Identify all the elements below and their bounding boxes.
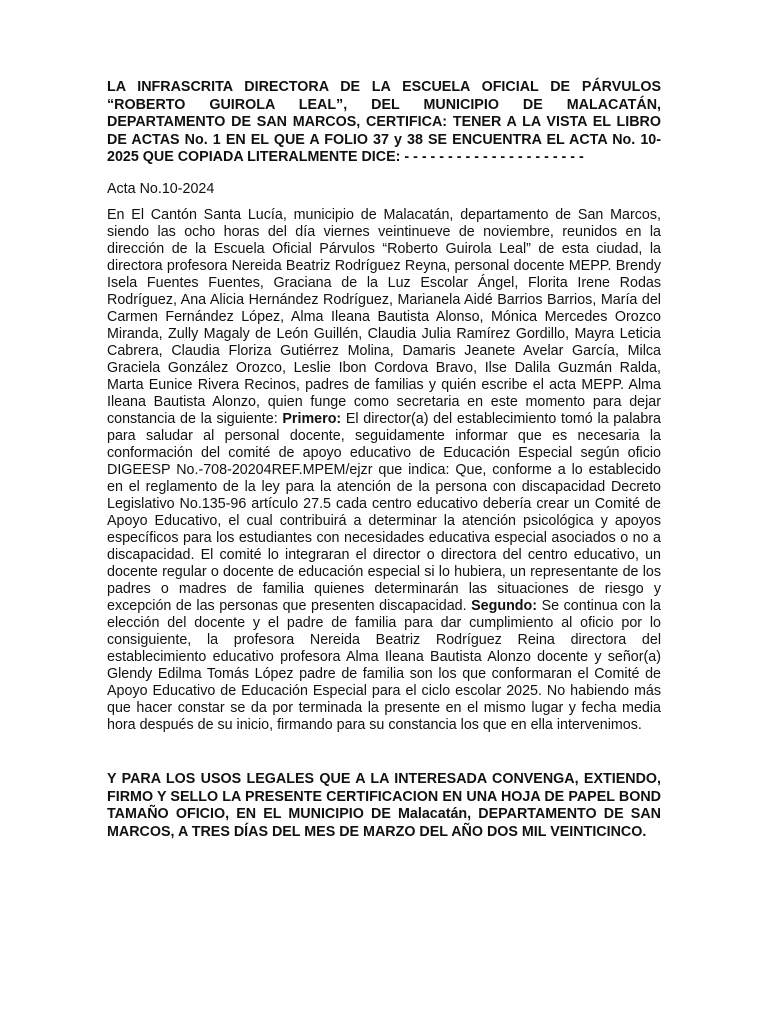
acta-title: Acta No.10-2024 [107, 180, 215, 197]
certification-closing: Y PARA LOS USOS LEGALES QUE A LA INTERESADA CONVENGA, EXTIENDO, FIRMO Y SELLO LA PRESENTE CERTIFICACION EN UNA HOJA DE PAPEL BOND TAMAÑO OFICIO, EN EL MUNICIPIO DE Malacatán, DEPARTAMENTO DE SAN MARCOS, A TRES DÍAS DEL MES DE MARZO DEL AÑO DOS MIL VEINTICINCO. [107, 770, 661, 840]
acta-body [107, 207, 661, 734]
acta-body-part-3: Se continua con la elección del docente y el padre de familia para dar cumplimiento al oficio por lo consiguiente, la profesora Nereida Beatriz Rodríguez Reina directora del establecimiento educativo profesora Alma Ileana Bautista Alonzo docente y señor(a) Glendy Edilma Tomás López padre de familia son los que conformaran el Comité de Apoyo Educativo de Educación Especial para el ciclo escolar 2025. No habiendo más que hacer constar se da por terminada la presente en el mismo lugar y fecha media hora después de su inicio, firmando para su constancia los que en ella intervenimos. [107, 597, 661, 733]
label-primero: Primero: [282, 410, 342, 427]
acta-body-part-2: El director(a) del establecimiento tomó la palabra para saludar al personal docente, seguidamente informar que es necesaria la conformación del comité de apoyo educativo de Educación Especial según oficio DIGEESP No.-708-20204REF.MPEM/ejzr que indica: Que, conforme a lo establecido en el reglamento de la ley para la atención de la persona con discapacidad Decreto Legislativo No.135-96 artículo 27.5 cada centro educativo debería crear un Comité de Apoyo Educativo, el cual contribuirá a determinar la atención psicológica y apoyos específicos para los estudiantes con necesidades educativa especial asociados o no a discapacidad. El comité lo integraran el director o directora del centro educativo, un docente regular o docente de educación especial si lo hubiera, un representante de los padres o madres de familia quienes determinarán las situaciones de riesgo y excepción de las personas que presenten discapacidad. [107, 410, 661, 614]
acta-body-part-1: En El Cantón Santa Lucía, municipio de Malacatán, departamento de San Marcos, siendo las ocho horas del día viernes veintinueve de noviembre, reunidos en la dirección de la Escuela Oficial Párvulos “Roberto Guirola Leal” de esta ciudad, la directora profesora Nereida Beatriz Rodríguez Reyna, personal docente MEPP. Brendy Isela Fuentes Fuentes, Graciana de la Luz Escolar Ángel, Florita Irene Rodas Rodríguez, Ana Alicia Hernández Rodríguez, Marianela Aidé Barrios Barrios, María del Carmen Fernández López, Alma Ileana Bautista Alonso, Mónica Mercedes Orozco Miranda, Zully Magaly de León Guillén, Claudia Julia Ramírez Gordillo, Mayra Leticia Cabrera, Claudia Floriza Gutiérrez Molina, Damaris Jeanete Avelar García, Milca Graciela González Orozco, Leslie Ibon Cordova Bravo, Ilse Dalila Guzmán Ralda, Marta Eunice Rivera Recinos, padres de familias y quién escribe el acta MEPP. Alma Ileana Bautista Alonzo, quien funge como secretaria en este momento para dejar constancia de la siguiente: [107, 206, 661, 427]
certification-header: LA INFRASCRITA DIRECTORA DE LA ESCUELA OFICIAL DE PÁRVULOS “ROBERTO GUIROLA LEAL”, DEL MUNICIPIO DE MALACATÁN, DEPARTAMENTO DE SAN MARCOS, CERTIFICA: TENER A LA VISTA EL LIBRO DE ACTAS No. 1 EN EL QUE A FOLIO 37 y 38 SE ENCUENTRA EL ACTA No. 10-2025 QUE COPIADA LITERALMENTE DICE: - - - - - - - - - - - - - - - - - - - - - [107, 79, 661, 166]
certification-document [107, 79, 661, 841]
label-segundo: Segundo: [471, 597, 538, 614]
